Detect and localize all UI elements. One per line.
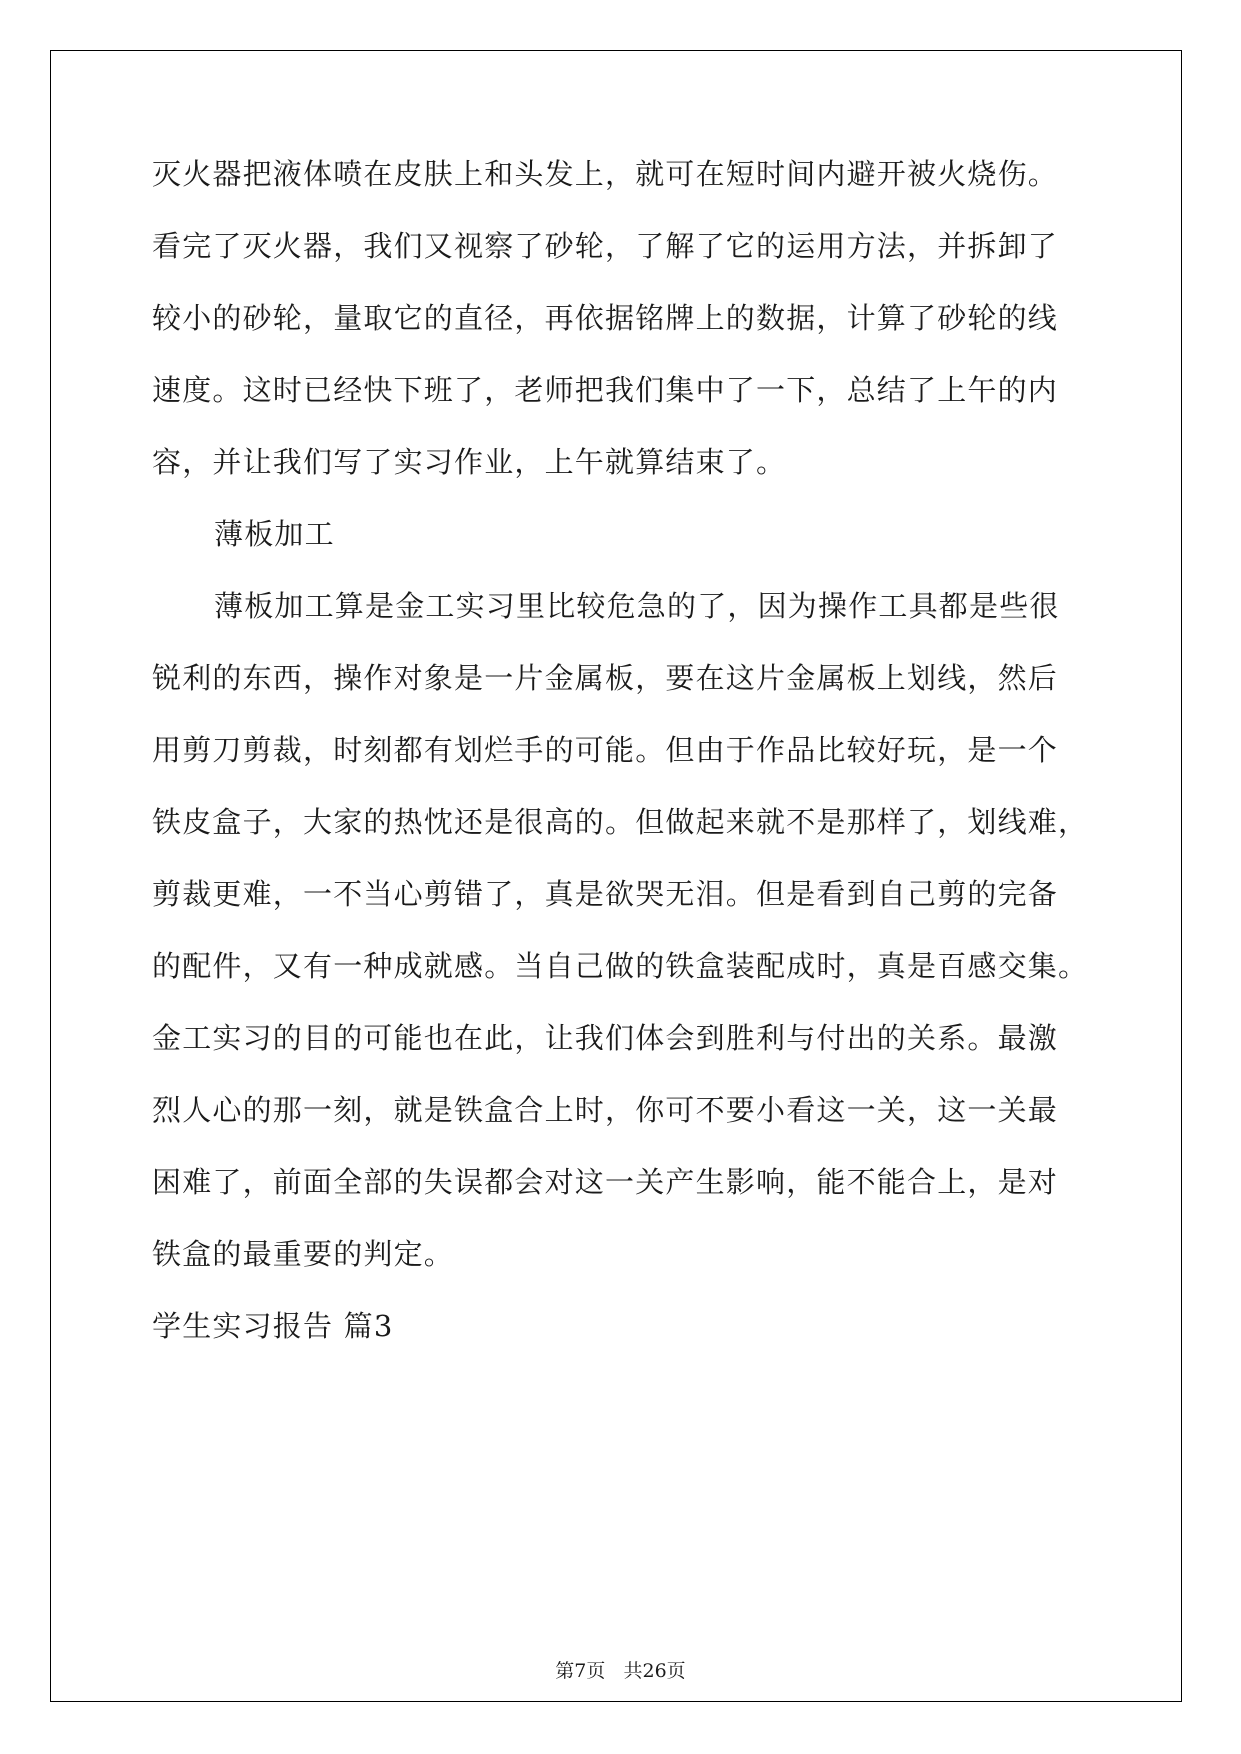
body-text-line: 困难了，前面全部的失误都会对这一关产生影响，能不能合上，是对 <box>152 1165 1059 1199</box>
section-title: 学生实习报告 篇3 <box>152 1309 394 1343</box>
body-text-line: 看完了灭火器，我们又视察了砂轮，了解了它的运用方法，并拆卸了 <box>152 229 1059 263</box>
body-text-line: 金工实习的目的可能也在此，让我们体会到胜利与付出的关系。最激 <box>152 1021 1059 1055</box>
body-text-line: 的配件，又有一种成就感。当自己做的铁盒装配成时，真是百感交集。 <box>152 949 1089 983</box>
body-text-line: 剪裁更难，一不当心剪错了，真是欲哭无泪。但是看到自己剪的完备 <box>152 877 1059 911</box>
body-text-line: 容，并让我们写了实习作业，上午就算结束了。 <box>152 445 787 479</box>
body-text-line: 速度。这时已经快下班了，老师把我们集中了一下，总结了上午的内 <box>152 373 1059 407</box>
page-number-footer: 第7页 共26页 <box>555 1660 686 1682</box>
body-text-line: 烈人心的那一刻，就是铁盒合上时，你可不要小看这一关，这一关最 <box>152 1093 1059 1127</box>
section-heading: 薄板加工 <box>214 517 335 551</box>
body-text-line: 用剪刀剪裁，时刻都有划烂手的可能。但由于作品比较好玩，是一个 <box>152 733 1059 767</box>
body-text-line: 铁盒的最重要的判定。 <box>152 1237 455 1271</box>
body-text-line: 薄板加工算是金工实习里比较危急的了，因为操作工具都是些很 <box>214 589 1060 623</box>
body-text-line: 锐利的东西，操作对象是一片金属板，要在这片金属板上划线，然后 <box>152 661 1059 695</box>
body-text-line: 铁皮盒子，大家的热忱还是很高的。但做起来就不是那样了，划线难， <box>152 805 1089 839</box>
body-text-line: 灭火器把液体喷在皮肤上和头发上，就可在短时间内避开被火烧伤。 <box>152 157 1059 191</box>
body-text-line: 较小的砂轮，量取它的直径，再依据铭牌上的数据，计算了砂轮的线 <box>152 301 1059 335</box>
